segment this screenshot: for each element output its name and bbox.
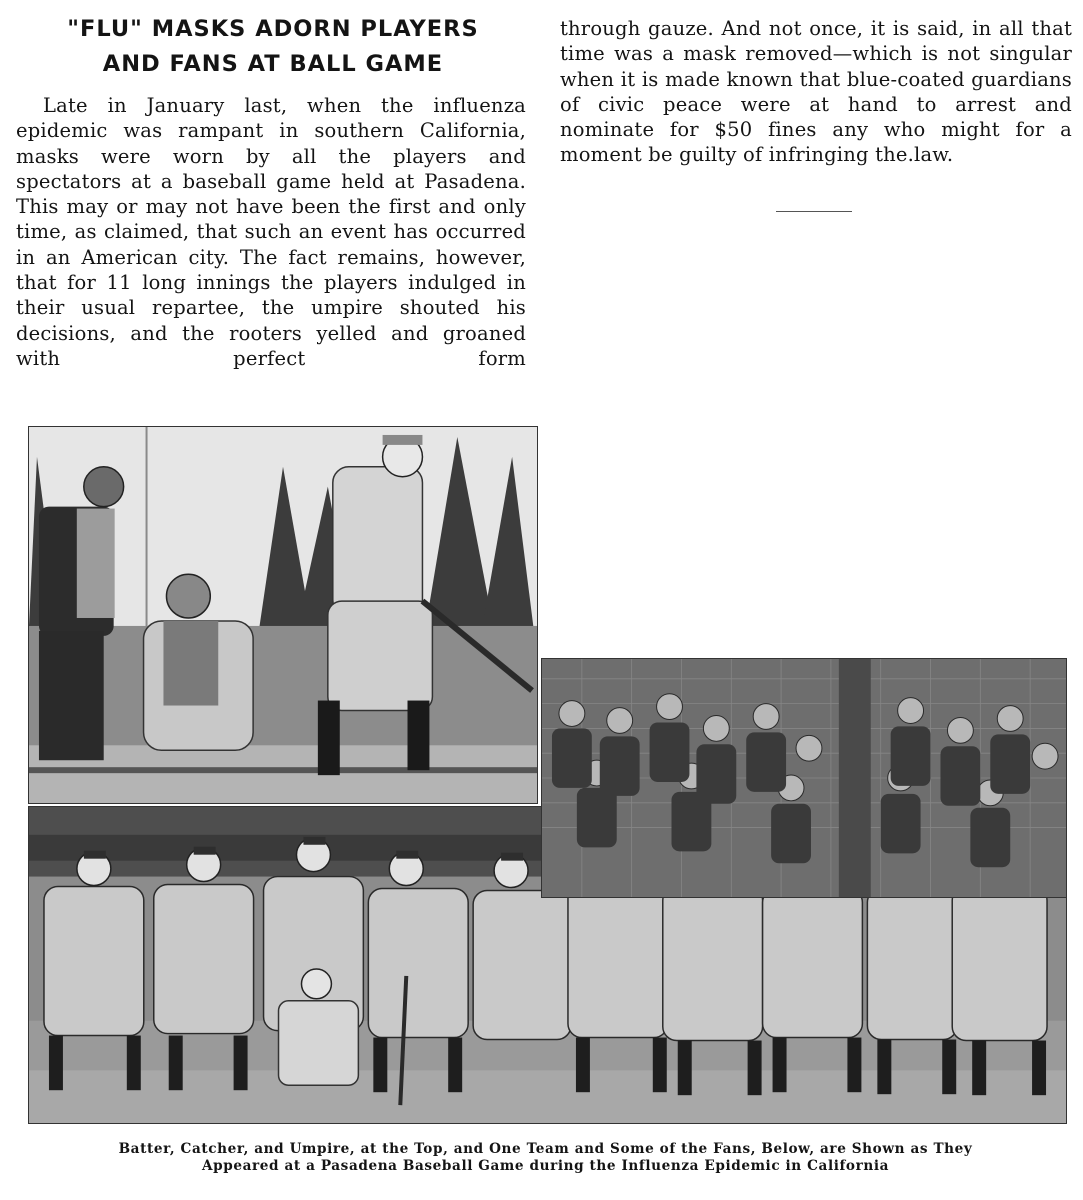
headline-line-2: AND FANS AT BALL GAME — [102, 51, 444, 77]
caption-line-2: Appeared at a Pasadena Baseball Game during the Influenza Epidemic in California — [202, 1158, 889, 1174]
photo-caption — [18, 1141, 1073, 1175]
headline-line-1: "FLU" MASKS ADORN PLAYERS — [67, 16, 479, 42]
article-body-paragraph: Late in January last, when the influenza epidemic was rampant in southern California, masks were worn by all the players and spectators at a baseball game held at Pasadena. This may or may not have been the first and only time, as claimed, that such an event has occurred in an American city. The fact remains, however, that for 11 long innings the players indulged in their usual repartee, the umpire shouted his decisions, and the rooters yelled and groaned with perfect form — [16, 94, 526, 370]
end-of-article-rule — [776, 211, 852, 212]
batter-catcher-umpire-photo — [28, 426, 538, 804]
headline — [18, 12, 528, 82]
caption-line-1: Batter, Catcher, and Umpire, at the Top, and One Team and Some of the Fans, Below, are Shown as They — [118, 1141, 973, 1157]
batter-catcher-umpire-image — [29, 427, 537, 803]
fans-photo-image — [542, 659, 1066, 897]
article-column-right — [560, 16, 1072, 168]
article-body-continued: through gauze. And not once, it is said, in all that time was a mask removed—which is not singular when it is made known that blue-coated guardians of civic peace were at hand to arrest and nominate for $50 fines any who might for a moment be guilty of infringing the.law. — [560, 17, 1072, 167]
fans-photo — [541, 658, 1067, 898]
article-column-left — [16, 93, 526, 371]
